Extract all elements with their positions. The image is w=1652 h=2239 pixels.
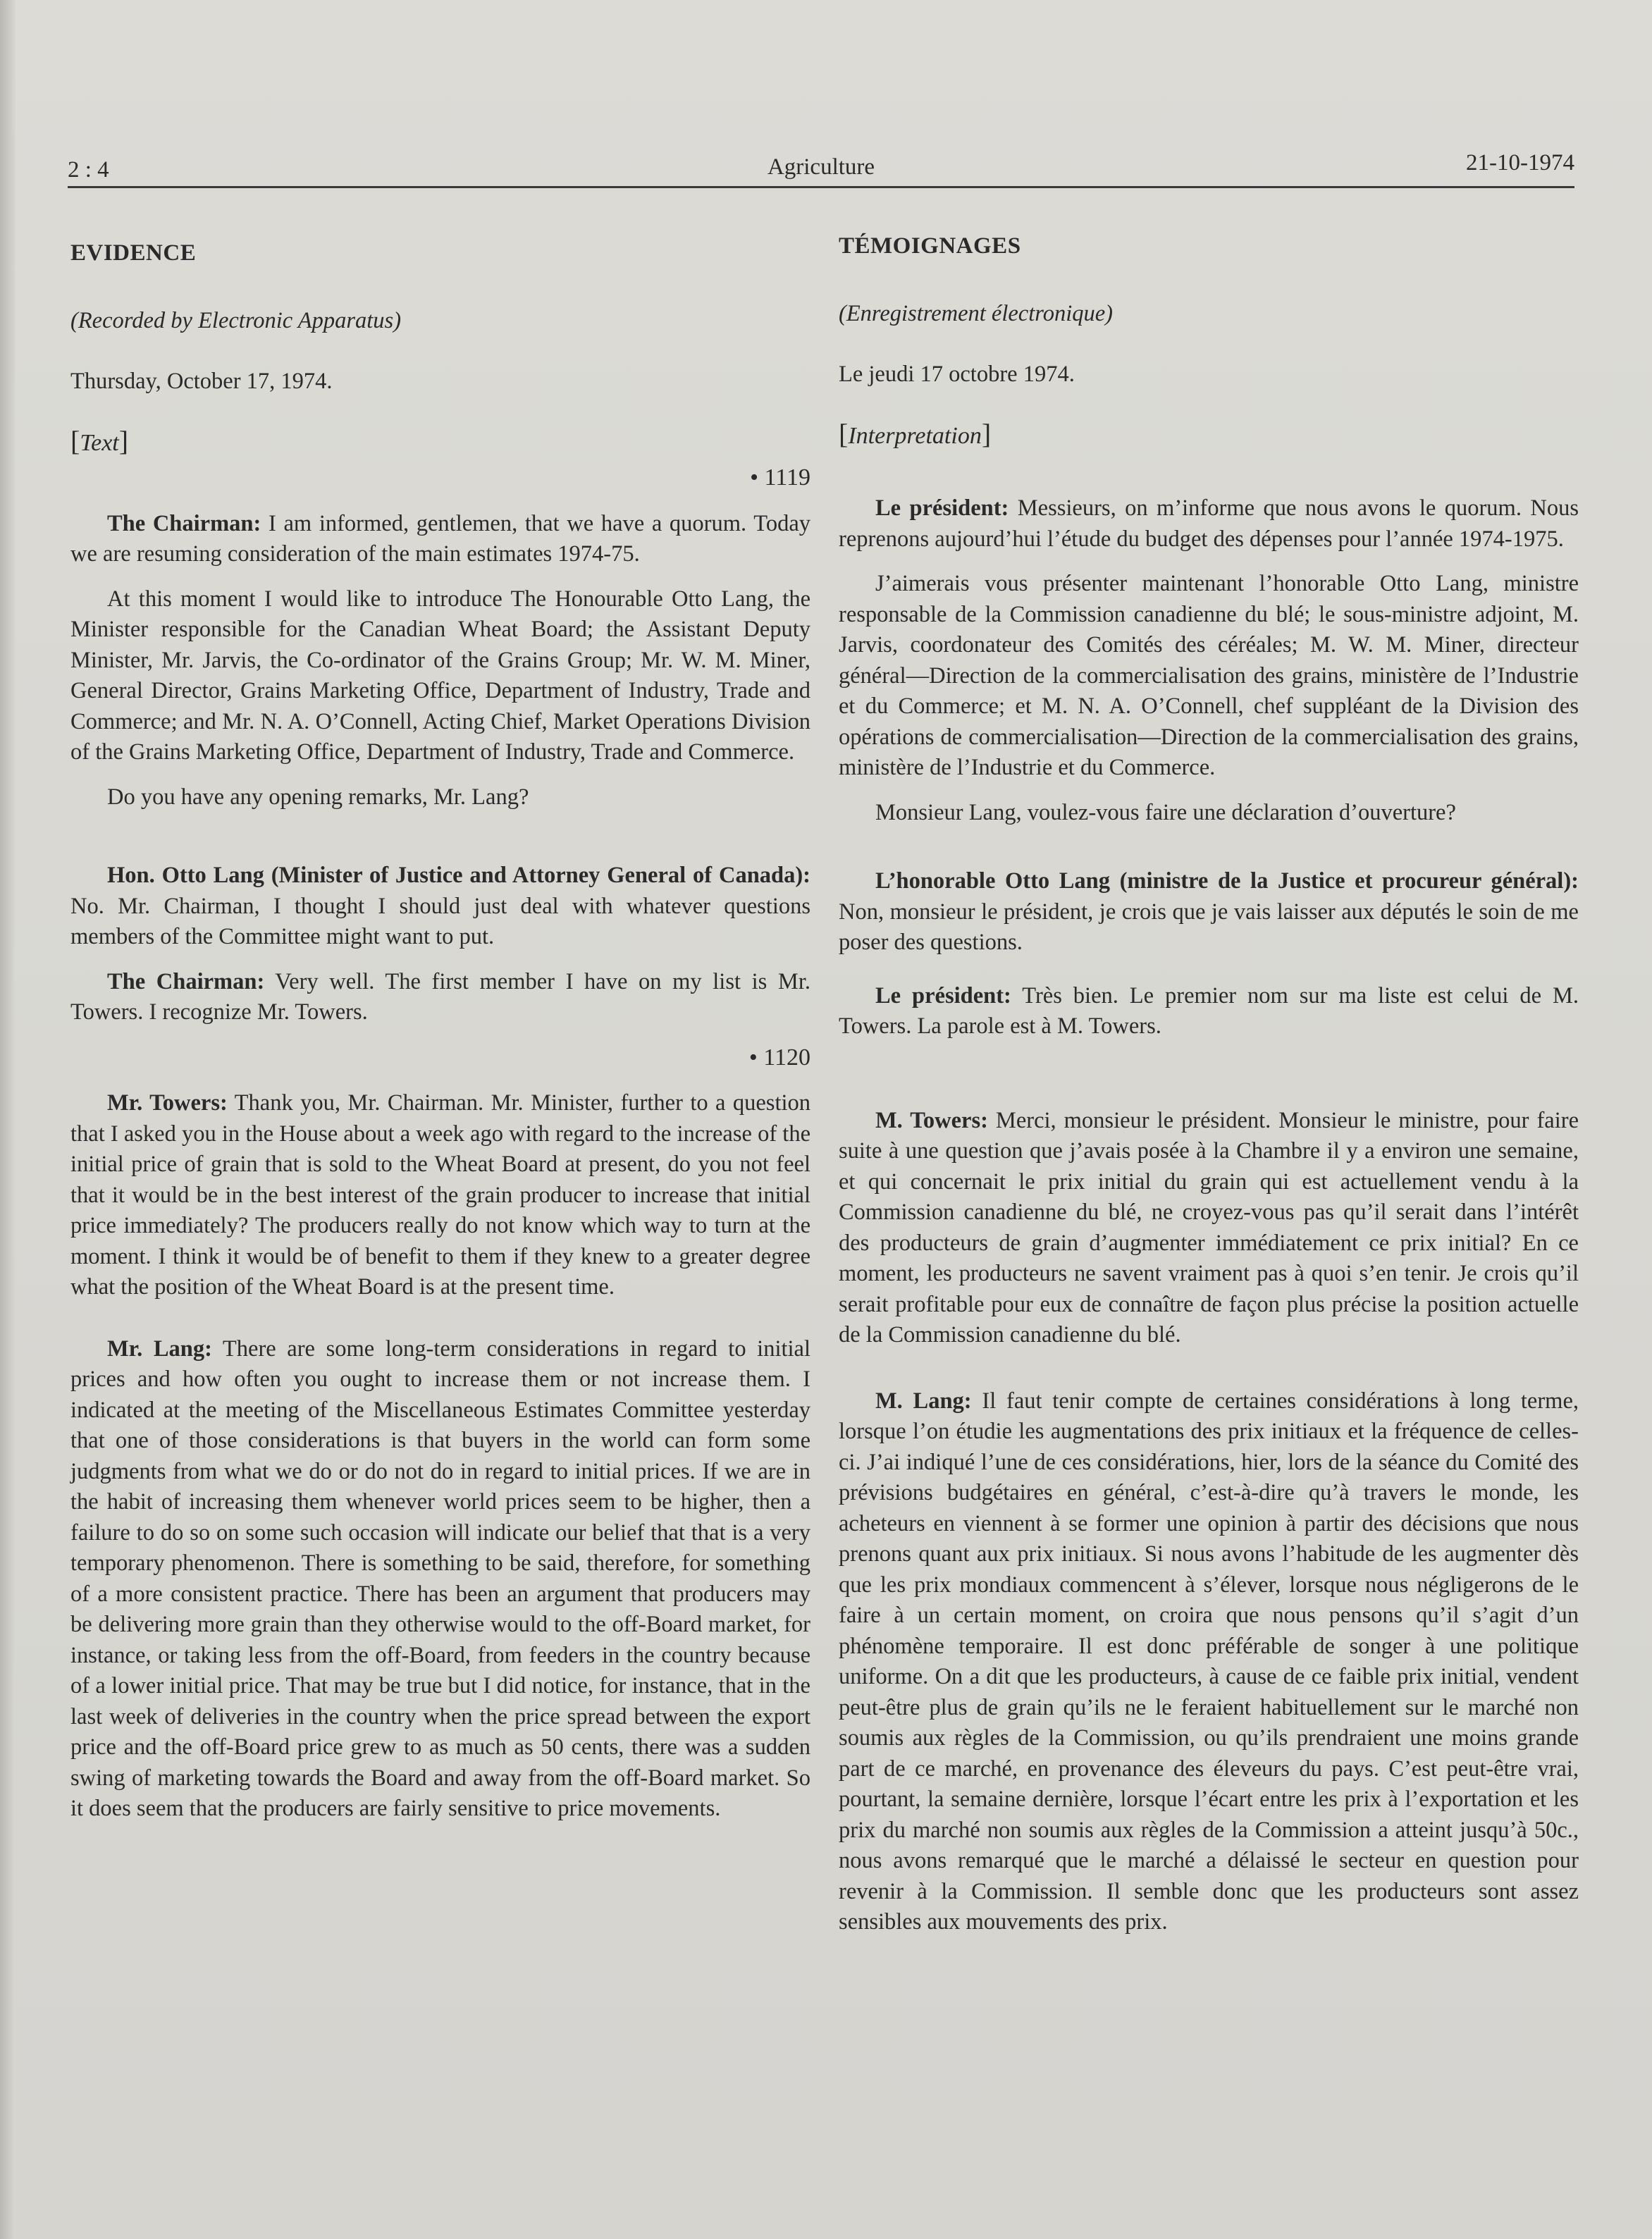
speaker-name: Mr. Towers: [107,1090,228,1116]
french-bracket-note: [Interpretation] [839,417,992,450]
paragraph: M. Lang: Il faut tenir compte de certaines considérations à long terme, lorsque l’on étudie les augmentations des prix initiaux et la fréquence de celles-ci. J’ai indiqué l’une de ces considérations, hier, lors de la séance du Comité des prévisions budgétaires en général, c’est-à-dire qu’à travers le monde, les acheteurs en viennent à se former une opinion à partir des décisions que nous prenons quant aux prix initiaux. Si nous avons l’habitude de les augmenter dès que les prix mondiaux commencent à s’élever, lorsque nous négligerons de le faire à un certain moment, on croira que nous pensons qu’il s’agit d’un phénomène temporaire. Il est donc préférable de songer à une politique uniforme. On a dit que les producteurs, à cause de ce faible prix initial, vendent peut-être plus de grain qu’ils ne le feraient habituellement sur le marché non soumis aux règles de la Commission, ou qu’ils prendraient une moins grande part de ce marché, en provenance des éleveurs du pays. C’est peut-être vrai, pourtant, la semaine dernière, lorsque l’écart entre les prix à l’exportation et les prix du marché non soumis aux règles de la Commission a atteint jusqu’à 50c., nous avons remarqué que le marché a délaissé le secteur en question pour revenir à la Commission. Il semble donc que les producteurs sont assez sensibles aux mouvements des prix. [839,1388,1579,1935]
paragraph: Le président: Messieurs, on m’informe que nous avons le quorum. Nous reprenons aujourd’hui l’étude du budget des dépenses pour l’année 1974-1975. [839,495,1579,552]
paragraph: At this moment I would like to introduce The Honourable Otto Lang, the Minister responsible for the Canadian Wheat Board; the Assistant Deputy Minister, Mr. Jarvis, the Co-ordinator of the Grains Group; Mr. W. M. Miner, General Director, Grains Marketing Office, Department of Industry, Trade and Commerce; and Mr. N. A. O’Connell, Acting Chief, Market Operations Division of the Grains Marketing Office, Department of Industry, Trade and Commerce. [70,586,810,765]
page-header [68,145,1574,188]
speaker-name: Le président: [875,495,1009,521]
header-date: 21-10-1974 [1466,150,1574,175]
paragraph: L’honorable Otto Lang (ministre de la Justice et procureur général): Non, monsieur le président, je crois que je vais laisser aux députés le soin de me poser des questions. [839,868,1579,955]
french-date: Le jeudi 17 octobre 1974. [839,362,1075,387]
timestamp-1119: • 1119 [750,464,810,491]
paragraph: Monsieur Lang, voulez-vous faire une déclaration d’ouverture? [875,799,1456,825]
paragraph: The Chairman: Very well. The first member I have on my list is Mr. Towers. I recognize Mr. Towers. [70,968,810,1025]
paragraph: M. Towers: Merci, monsieur le président. Monsieur le ministre, pour faire suite à une question que j’avais posée à la Chambre il y a environ une semaine, et qui concernait le prix initial du grain qui est actuellement vendu à la Commission canadienne du blé, ne croyez-vous pas qu’il serait dans l’intérêt des producteurs de grain d’augmenter immédiatement ce prix initial? En ce moment, les producteurs ne savent vraiment pas à quoi s’en tenir. Je crois qu’il serait profitable pour eux de connaître de façon plus précise la position actuelle de la Commission canadienne du blé. [839,1107,1579,1347]
speaker-name: Mr. Lang: [107,1336,212,1362]
english-subheading: (Recorded by Electronic Apparatus) [70,307,402,333]
english-bracket-note: [Text] [70,424,129,457]
paragraph: Do you have any opening remarks, Mr. Lang? [107,784,529,810]
french-subheading: (Enregistrement électronique) [839,300,1113,326]
speaker-name: Le président: [875,982,1011,1009]
header-title: Agriculture [767,154,875,180]
english-heading: EVIDENCE [70,240,197,266]
timestamp-1120: • 1120 [748,1044,810,1071]
page-number: 2 : 4 [68,157,109,183]
paragraph: Le président: Très bien. Le premier nom sur ma liste est celui de M. Towers. La parole est à M. Towers. [839,982,1579,1039]
speaker-name: The Chairman: [107,510,261,536]
french-heading: TÉMOIGNAGES [839,233,1021,259]
paragraph: The Chairman: I am informed, gentlemen, that we have a quorum. Today we are resuming consideration of the main estimates 1974-75. [70,510,810,567]
paragraph: Mr. Lang: There are some long-term considerations in regard to initial prices and how often you ought to increase them or not increase them. I indicated at the meeting of the Miscellaneous Estimates Committee yesterday that one of those considerations is that buyers in the world can form some judgments from what we do or do not do in regard to initial prices. If we are in the habit of increasing them whenever world prices seem to be higher, then a failure to do so on some such occasion will indicate our belief that that is a very temporary phenomenon. There is something to be said, therefore, for something of a more consistent practice. There has been an argument that producers may be delivering more grain than they otherwise would to the off-Board market, for instance, or taking less from the off-Board, from feeders in the country because of a lower initial price. That may be true but I did notice, for instance, that in the last week of deliveries in the country when the price spread between the export price and the off-Board price grew to as much as 50 cents, there was a sudden swing of marketing towards the Board and away from the off-Board market. So it does seem that the producers are fairly sensitive to price movements. [70,1336,810,1821]
paragraph: J’aimerais vous présenter maintenant l’honorable Otto Lang, ministre responsable de la Commission canadienne du blé; le sous-ministre adjoint, M. Jarvis, coordonateur des Comités des céréales; M. W. M. Miner, directeur général—Direction de la commercialisation des grains, ministère de l’Industrie et du Commerce; et M. N. A. O’Connell, chef suppléant de la Division des opérations de commercialisation—Direction de la commercialisation des grains, ministère de l’Industrie et du Commerce. [839,571,1579,780]
speaker-name: M. Lang: [875,1388,972,1414]
french-column [839,211,1579,1952]
english-date: Thursday, October 17, 1974. [70,369,333,394]
speaker-name: The Chairman: [107,968,265,994]
english-column [70,211,810,1839]
paragraph: Hon. Otto Lang (Minister of Justice and Attorney General of Canada): No. Mr. Chairman, I thought I should just deal with whatever questions members of the Committee might want to put. [70,863,810,949]
speaker-name: M. Towers: [875,1107,988,1133]
speaker-name: L’honorable Otto Lang (ministre de la Justice et procureur général): [875,868,1579,894]
binding-shadow [0,0,16,2239]
speaker-name: Hon. Otto Lang (Minister of Justice and Attorney General of Canada): [107,863,810,888]
paragraph: Mr. Towers: Thank you, Mr. Chairman. Mr. Minister, further to a question that I asked you in the House about a week ago with regard to the increase of the initial price of grain that is sold to the Wheat Board at present, do you not feel that it would be in the best interest of the grain producer to increase that initial price immediately? The producers really do not know which way to turn at the moment. I think it would be of benefit to them if they knew to a greater degree what the position of the Wheat Board is at the present time. [70,1090,811,1300]
